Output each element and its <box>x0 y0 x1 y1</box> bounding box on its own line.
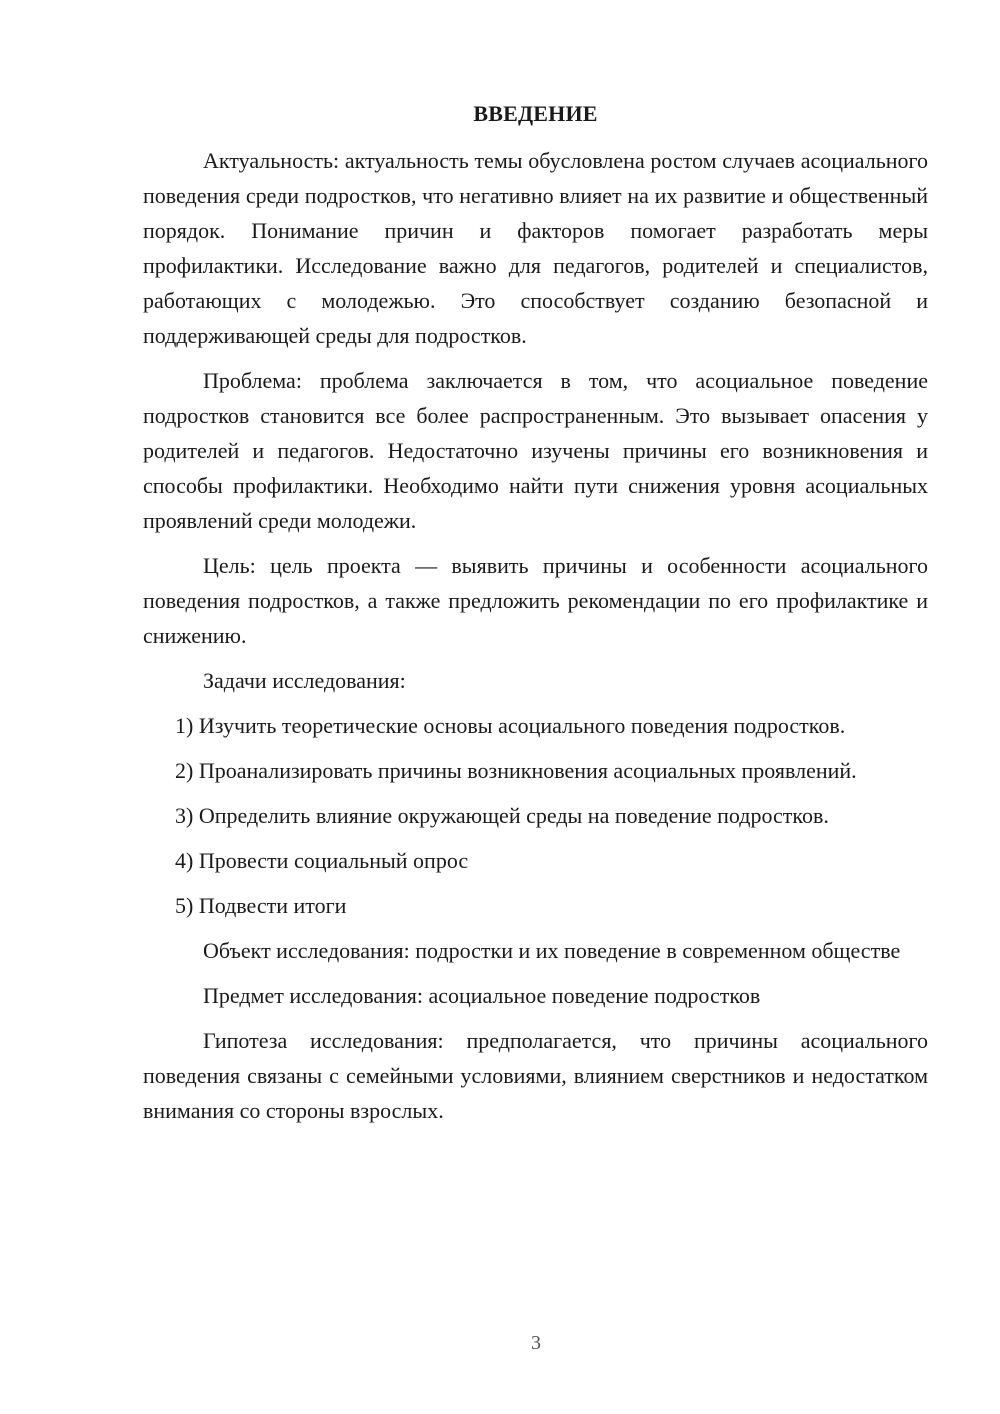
task-item-1: 1) Изучить теоретические основы асоциального поведения подростков. <box>175 713 846 738</box>
page-number: 3 <box>531 1332 541 1354</box>
paragraph-goal: Цель: цель проекта — выявить причины и особенности асоциального поведения подростков, а также предложить рекомендации по его профилактике и снижению. <box>143 553 928 648</box>
paragraph-object: Объект исследования: подростки и их поведение в современном обществе <box>203 938 901 963</box>
section-title: ВВЕДЕНИЕ <box>473 101 598 126</box>
task-item-2: 2) Проанализировать причины возникновения асоциальных проявлений. <box>175 758 857 783</box>
task-item-3: 3) Определить влияние окружающей среды на поведение подростков. <box>175 803 829 828</box>
document-page <box>143 96 928 1138</box>
paragraph-problem: Проблема: проблема заключается в том, что асоциальное поведение подростков становится все более распространенным. Это вызывает опасения у родителей и педагогов. Недостаточно изучены причины его возникновения и способы профилактики. Необходимо найти пути снижения уровня асоциальных проявлений среди молодежи. <box>143 368 928 533</box>
task-item-4: 4) Провести социальный опрос <box>175 848 469 873</box>
paragraph-relevance: Актуальность: актуальность темы обусловлена ростом случаев асоциального поведения среди подростков, что негативно влияет на их развитие и общественный порядок. Понимание причин и факторов помогает разработать меры профилактики. Исследование важно для педагогов, родителей и специалистов, работающих с молодежью. Это способствует созданию безопасной и поддерживающей среды для подростков. <box>143 148 928 348</box>
paragraph-hypothesis: Гипотеза исследования: предполагается, что причины асоциального поведения связаны с семейными условиями, влиянием сверстников и недостатком внимания со стороны взрослых. <box>143 1028 928 1123</box>
task-item-5: 5) Подвести итоги <box>175 893 347 918</box>
paragraph-subject: Предмет исследования: асоциальное поведение подростков <box>203 983 761 1008</box>
tasks-heading: Задачи исследования: <box>203 668 406 693</box>
